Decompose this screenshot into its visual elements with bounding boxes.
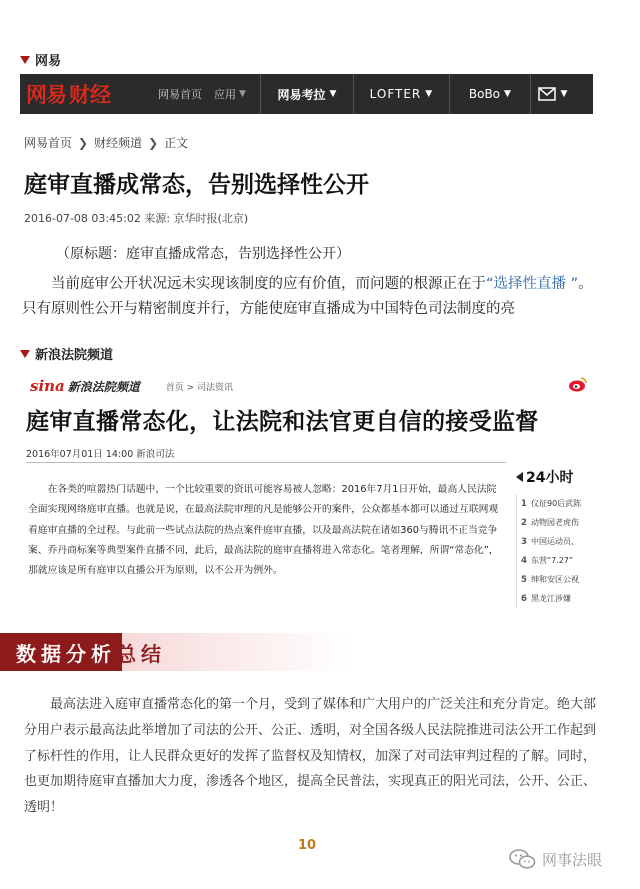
sina-article-title: 庭审直播常态化，让法院和法官更自信的接受监督 bbox=[26, 409, 539, 435]
nav-item-bobo[interactable]: BoBo ▼ bbox=[468, 87, 511, 101]
chevron-down-icon: ▼ bbox=[504, 89, 511, 99]
chevron-down-icon: ▼ bbox=[560, 89, 568, 99]
watermark bbox=[508, 848, 602, 870]
mail-icon bbox=[538, 87, 556, 101]
list-item[interactable]: 3 中国运动员、 bbox=[521, 536, 579, 547]
logo-netease: 网易 bbox=[26, 82, 66, 107]
section-label-163 bbox=[20, 50, 61, 69]
article-title: 庭审直播成常态，告别选择性公开 bbox=[24, 172, 369, 198]
summary-paragraph: 最高法进入庭审直播常态化的第一个月，受到了媒体和广大用户的广泛关注和充分肯定。绝大部分用户表示最高法此举增加了司法的公开、公正、透明，对全国各级人民法院推进司法公开工作起到了标杆性的作用，让人民群众更好的发挥了监督权及知情权，加深了对司法审判过程的了解。同时，也更加期待庭审直播加大力度，渗透各个地区，提高全民普法，实现真正的阳光司法，公开、公正、透明！ bbox=[24, 697, 597, 816]
sina-article-body: 在各类的喧嚣热门话题中，一个比较重要的资讯可能容易被人忽略：2016年7月1日开始，最高人民法院全面实现网络庭审直播。也就是说，在最高法院审理的凡是能够公开的案件，公众都基本都可以通过互联网观看庭审直播的全过程。与此前一些试点法院的热点案件庭审直播，以及最高法院在诸如360与腾讯不正当竞争案、乔丹商标案等典型案件直播不同，此后，最高法院的庭审直播将进入常态化。笔者理解，所谓“常态化”，那就应该是所有庭审以直播公开为原则，以不公开为例外。 bbox=[28, 484, 499, 577]
sina-logo[interactable]: sina bbox=[30, 377, 65, 395]
list-item[interactable]: 1 仪征90后武陈 bbox=[521, 498, 582, 509]
section-label-text: 网易 bbox=[35, 54, 62, 69]
chevron-down-icon: ▼ bbox=[425, 89, 434, 99]
sina-article-meta: 2016年07月01日 14:00 新浪司法 bbox=[26, 449, 175, 460]
highlight-text: “选择性直播 ” bbox=[486, 276, 579, 292]
sina-channel-name: 新浪法院频道 bbox=[67, 379, 140, 394]
sina-breadcrumb[interactable]: 首页 > 司法资讯 bbox=[165, 382, 234, 393]
section-label-text: 新浪法院频道 bbox=[35, 348, 114, 363]
nav-link-home[interactable]: 网易首页 bbox=[158, 88, 202, 101]
sidebar-title: 24小时 bbox=[516, 467, 596, 487]
original-title: （原标题：庭审直播成常态，告别选择性公开） bbox=[56, 246, 350, 262]
netease-nav-bar bbox=[20, 74, 593, 114]
mail-button[interactable] bbox=[531, 74, 575, 114]
list-item[interactable]: 2 动物园老虎伤 bbox=[521, 517, 579, 528]
nav-link-apps[interactable]: 应用 ▼ bbox=[214, 88, 246, 101]
sina-hot-24h-sidebar bbox=[516, 467, 596, 617]
breadcrumb-finance[interactable]: 财经频道 bbox=[94, 136, 143, 150]
nav-item-kaola[interactable]: 网易考拉 ▼ bbox=[277, 87, 337, 102]
chevron-down-icon: ▼ bbox=[329, 89, 337, 99]
sina-header bbox=[30, 376, 590, 396]
wechat-icon bbox=[508, 848, 536, 870]
chevron-right-icon: ❯ bbox=[148, 135, 159, 150]
divider bbox=[26, 462, 506, 463]
list-item[interactable]: 4 东营“7.27” bbox=[521, 555, 574, 566]
article-paragraph: 当前庭审公开状况远未实现该制度的应有价值，而问题的根源正在于“选择性直播 ”。只有原则性公开与精密制度并行，方能使庭审直播成为中国特色司法制度的亮 bbox=[22, 276, 593, 317]
breadcrumb-current: 正文 bbox=[164, 136, 189, 150]
chevron-right-icon: ❯ bbox=[78, 135, 89, 150]
weibo-icon[interactable] bbox=[568, 376, 588, 392]
breadcrumb bbox=[24, 134, 188, 151]
nav-item-lofter[interactable]: LOFTER ▼ bbox=[369, 87, 434, 101]
watermark-text: 网事法眼 bbox=[542, 850, 603, 869]
page-number: 10 bbox=[298, 838, 317, 853]
triangle-icon bbox=[20, 56, 30, 64]
section-label-sina bbox=[20, 344, 113, 363]
sidebar-list bbox=[516, 494, 596, 608]
list-item[interactable]: 6 黑龙江涉嫌 bbox=[521, 593, 571, 604]
breadcrumb-home[interactable]: 网易首页 bbox=[24, 136, 73, 150]
netease-finance-logo[interactable] bbox=[20, 74, 146, 114]
list-item[interactable]: 5 绅和安区公视 bbox=[521, 574, 579, 585]
section-heading-band bbox=[0, 633, 640, 671]
article-meta: 2016-07-08 03:45:02 来源: 京华时报(北京) bbox=[24, 212, 249, 225]
section-heading: 数据分析总结 bbox=[16, 642, 166, 666]
triangle-icon bbox=[20, 350, 30, 358]
chevron-down-icon: ▼ bbox=[239, 89, 246, 99]
logo-finance: 财经 bbox=[69, 82, 111, 107]
arrow-left-icon bbox=[516, 472, 523, 482]
